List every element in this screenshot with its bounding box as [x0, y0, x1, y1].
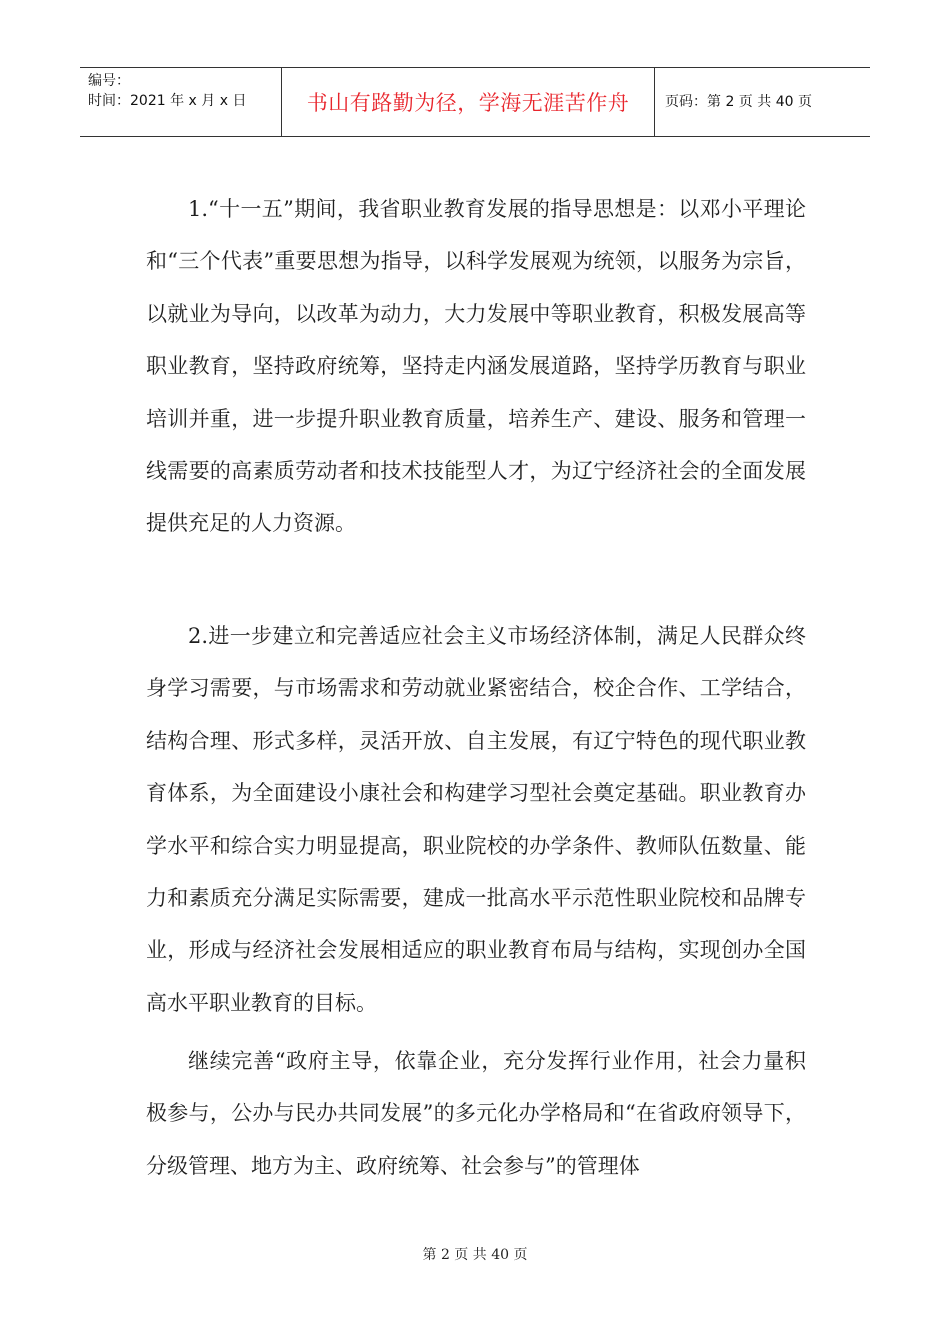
page-header: [80, 67, 870, 137]
header-middle-cell: [282, 68, 655, 136]
header-page-code: 页码：第 2 页 共 40 页: [665, 94, 812, 110]
paragraph-development-goals: 2.进一步建立和完善适应社会主义市场经济体制，满足人民群众终身学习需要，与市场需求和劳动就业紧密结合，校企合作、工学结合，结构合理、形式多样，灵活开放、自主发展，有辽宁特色的现代职业教育体系，为全面建设小康社会和构建学习型社会奠定基础。职业教育办学水平和综合实力明显提高，职业院校的办学条件、教师队伍数量、能力和素质充分满足实际需要，建成一批高水平示范性职业院校和品牌专业，形成与经济社会发展相适应的职业教育布局与结构，实现创办全国高水平职业教育的目标。: [146, 624, 806, 1015]
header-right-cell: [655, 68, 870, 136]
paragraph-management-structure: 继续完善“政府主导，依靠企业，充分发挥行业作用，社会力量积极参与，公办与民办共同发展”的多元化办学格局和“在省政府领导下，分级管理、地方为主、政府统筹、社会参与”的管理体: [146, 1049, 806, 1178]
paragraph-guiding-ideology: 1.“十一五”期间，我省职业教育发展的指导思想是：以邓小平理论和“三个代表”重要思想为指导，以科学发展观为统领，以服务为宗旨，以就业为导向，以改革为动力，大力发展中等职业教育，积极发展高等职业教育，坚持政府统筹，坚持走内涵发展道路，坚持学历教育与职业培训并重，进一步提升职业教育质量，培养生产、建设、服务和管理一线需要的高素质劳动者和技术技能型人才，为辽宁经济社会的全面发展提供充足的人力资源。: [146, 197, 806, 536]
document-date: 时间：2021 年 x 月 x 日: [88, 93, 247, 109]
document-number-label: 编号：: [88, 73, 130, 89]
page-footer: 第 2 页 共 40 页: [422, 1247, 528, 1263]
header-left-cell: [80, 68, 282, 136]
header-motto: 书山有路勤为径，学海无涯苦作舟: [306, 91, 630, 115]
